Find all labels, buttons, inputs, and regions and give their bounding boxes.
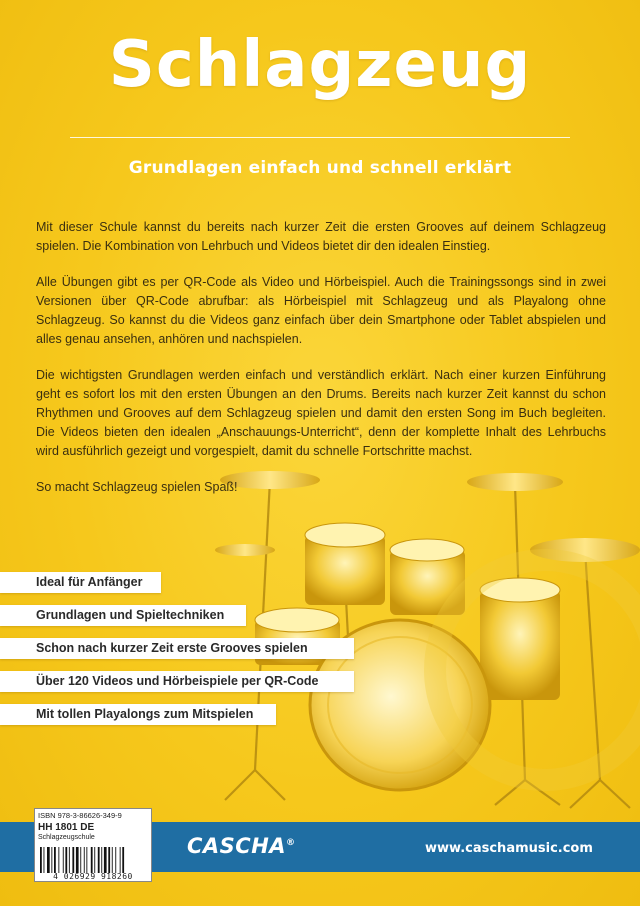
description-paragraph: Die wichtigsten Grundlagen werden einfach und verständlich erklärt. Nach einer kurzen Einführung geht es sofort los mit den ersten Übungen an den Drums. Bereits nach kurzer Zeit kannst du schon Rhythmen und Grooves auf dem Schlagzeug spielen und damit den ersten Song im Buch begleiten. Die Videos bieten den idealen „Anschauungs-Unterricht“, denn der komplette Inhalt des Lehrbuchs wird ausführlich gezeigt und vorgespielt, damit du schnelle Fortschritte machst. [36,368,606,458]
feature-item: Schon nach kurzer Zeit erste Grooves spielen [0,638,354,659]
description-paragraph: Alle Übungen gibt es per QR-Code als Video und Hörbeispiel. Auch die Trainingssongs sind in zwei Versionen über QR-Code abrufbar: als Hörbeispiel mit Schlagzeug und als Playalong ohne Schlagzeug. So kannst du die Videos ganz einfach über dein Smartphone oder Tablet abspielen und alles genau ansehen, anhören und nachspielen. [36,275,606,346]
feature-item: Grundlagen und Spieltechniken [0,605,246,626]
hihat-cymbal [215,544,275,556]
publisher-logo [187,834,296,858]
publisher-logo-text: CASCHA [187,834,287,858]
barcode-number: 4 026929 918260 [53,872,133,881]
trademark-mark: ® [286,838,296,848]
product-code: HH 1801 DE [38,822,95,833]
description [36,218,606,514]
feature-item: Über 120 Videos und Hörbeispiele per QR-Code [0,671,354,692]
title-divider [70,137,570,138]
feature-item: Mit tollen Playalongs zum Mitspielen [0,704,276,725]
tom-left [305,523,385,605]
barcode [38,847,148,873]
product-category: Schlagzeugschule [38,834,95,841]
description-closing: So macht Schlagzeug spielen Spaß! [36,480,238,494]
book-title: Schlagzeug [108,28,532,102]
feature-item: Ideal für Anfänger [0,572,161,593]
book-subtitle: Grundlagen einfach und schnell erklärt [128,158,512,178]
isbn: ISBN 978-3-86626-349-9 [38,811,122,820]
publisher-url[interactable]: www.caschamusic.com [425,841,593,856]
description-paragraph: Mit dieser Schule kannst du bereits nach kurzer Zeit die ersten Grooves auf deinem Schlagzeug spielen. Die Kombination von Lehrbuch und Videos bietet dir den idealen Einstieg. [36,220,606,253]
product-label [34,808,152,882]
floor-tom [480,578,560,700]
